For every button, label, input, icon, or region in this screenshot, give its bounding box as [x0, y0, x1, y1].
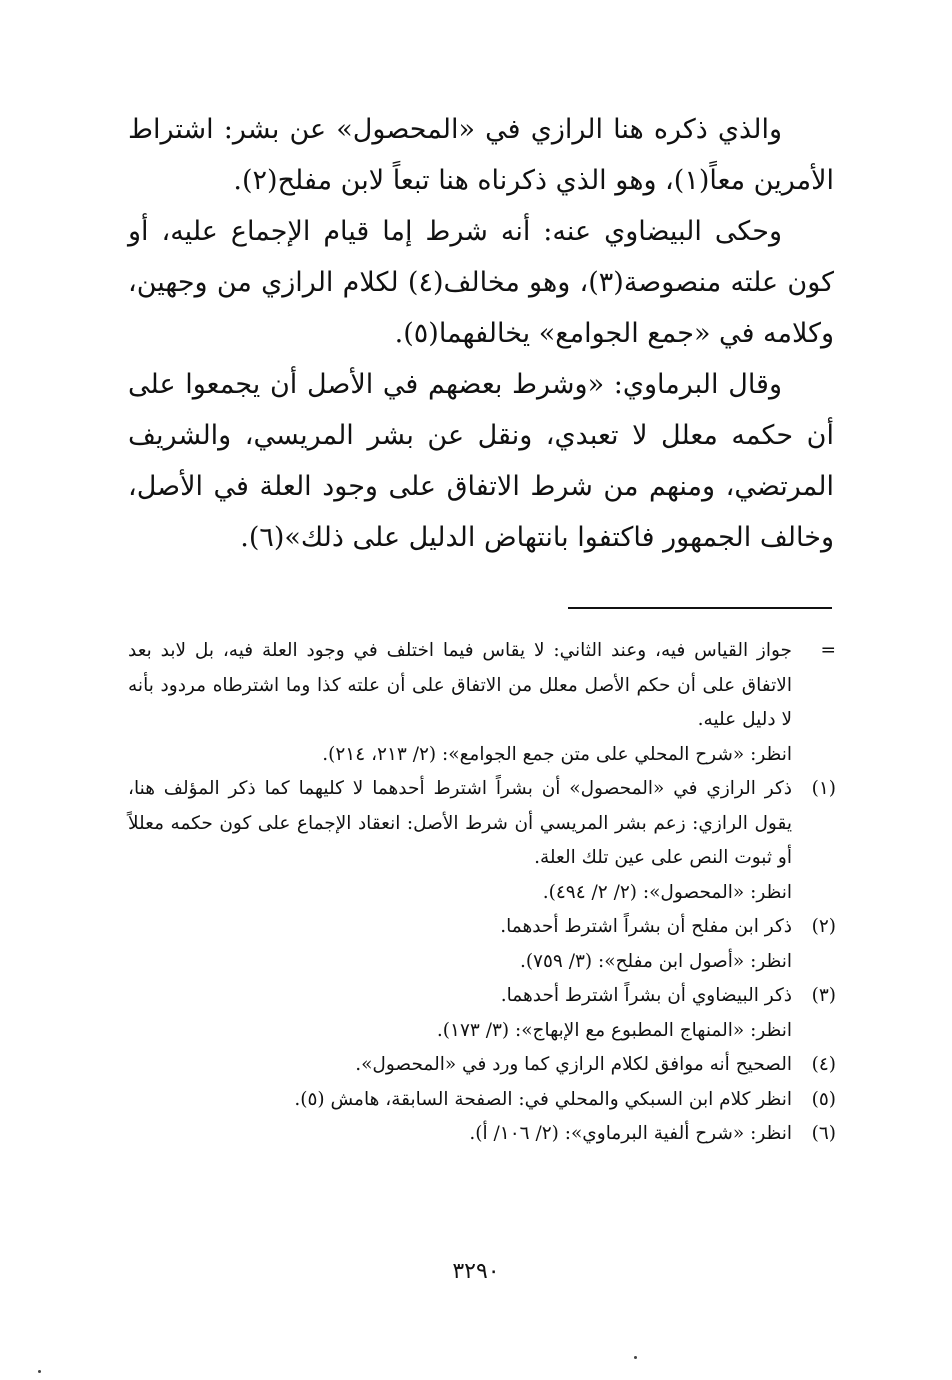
- footnote-separator: [568, 607, 832, 609]
- footnote-marker: (٥): [811, 1088, 836, 1110]
- footnote-marker: =: [820, 640, 836, 661]
- scan-speck: [634, 1356, 637, 1359]
- footnote-marker: (٦): [811, 1123, 836, 1144]
- main-text: [128, 104, 834, 563]
- footnote-reference: انظر: «أصول ابن مفلح»: (٣/ ٧٥٩).: [519, 950, 792, 972]
- footnote-reference: انظر: «شرح المحلي على متن جمع الجوامع»: (٢/ ٢١٣، ٢١٤).: [322, 743, 792, 765]
- footnote-marker: (٢): [811, 916, 836, 937]
- footnote-text: ذكر الرازي في «المحصول» أن بشراً اشترط أحدهما لا كليهما كما ذكر المؤلف هنا، يقول الرازي: زعم بشر المريسي أن شرط الأصل: انعقاد الإجماع على كون حكمه معللاً أو ثبوت النص على عين تلك العلة.: [128, 778, 792, 868]
- page-number: ٣٢٩٠: [452, 1259, 500, 1284]
- footnote-3: [128, 979, 836, 1048]
- paragraph: وحكى البيضاوي عنه: أنه شرط إما قيام الإجماع عليه، أو كون علته منصوصة(٣)، وهو مخالف(٤) لكلام الرازي من وجهين، وكلامه في «جمع الجوامع» يخالفهما(٥).: [128, 216, 835, 349]
- footnote-text: ذكر البيضاوي أن بشراً اشترط أحدهما.: [500, 985, 792, 1006]
- footnote-text: انظر كلام ابن السبكي والمحلي في: الصفحة السابقة، هامش (٥).: [294, 1088, 792, 1110]
- footnote-marker: (٤): [811, 1054, 836, 1075]
- footnote-5: [128, 1083, 836, 1118]
- footnote-reference: انظر: «المنهاج المطبوع مع الإبهاج»: (٣/ ١٧٣).: [436, 1019, 792, 1041]
- footnote-6: [128, 1117, 836, 1152]
- paragraph: والذي ذكره هنا الرازي في «المحصول» عن بشر: اشتراط الأمرين معاً(١)، وهو الذي ذكرناه هنا تبعاً لابن مفلح(٢).: [128, 114, 834, 196]
- paragraph: وقال البرماوي: «وشرط بعضهم في الأصل أن يجمعوا على أن حكمه معلل لا تعبدي، ونقل عن بشر المريسي، والشريف المرتضي، ومنهم من شرط الاتفاق على وجود العلة في الأصل، وخالف الجمهور فاكتفوا بانتهاض الدليل على ذلك»(٦).: [128, 369, 834, 553]
- footnote-marker: (١): [811, 778, 836, 799]
- footnote-text: الصحيح أنه موافق لكلام الرازي كما ورد في «المحصول».: [355, 1054, 792, 1075]
- footnote-text: ذكر ابن مفلح أن بشراً اشترط أحدهما.: [500, 916, 792, 937]
- footnotes: [128, 634, 836, 1152]
- footnote-reference: انظر: «المحصول»: (٢/ ٢/ ٤٩٤).: [542, 881, 792, 903]
- footnote-text: انظر: «شرح ألفية البرماوي»: (٢/ ١٠٦/ أ).: [469, 1123, 792, 1144]
- footnote-1: [128, 772, 836, 910]
- footnote-2: [128, 910, 836, 979]
- footnote-continuation: [128, 634, 836, 772]
- footnote-4: [128, 1048, 836, 1083]
- scan-speck: [38, 1370, 41, 1373]
- footnote-text: جواز القياس فيه، وعند الثاني: لا يقاس فيما اختلف في وجود العلة فيه، بل لابد بعد الاتفاق على أن حكم الأصل معلل من الاتفاق على أن علته كذا وما اشترطاه مردود بأنه لا دليل عليه.: [128, 640, 792, 730]
- footnote-marker: (٣): [811, 985, 836, 1006]
